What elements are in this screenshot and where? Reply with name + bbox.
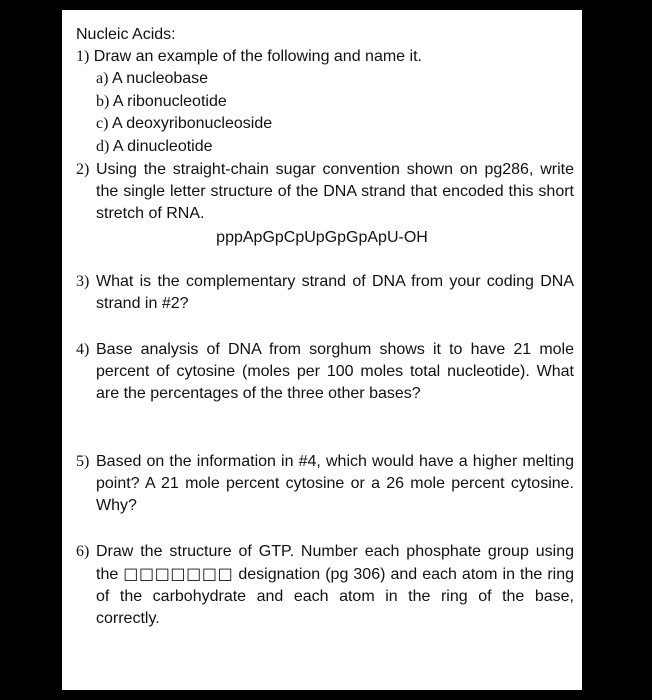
question-6-text-before: Draw the structure of GTP. Number each phosphate group using the <box>96 543 574 583</box>
question-6-text-after: designation (pg 306) and each atom in the ring of the carbohydrate and each atom in the ring of the base, correctly. <box>96 566 574 627</box>
question-1-item-a <box>96 68 208 90</box>
item-letter: b) <box>96 93 110 110</box>
item-letter: d) <box>96 138 110 155</box>
question-1-item-c <box>96 113 272 135</box>
question-2-number: 2) <box>76 161 90 178</box>
question-4-number: 4) <box>76 341 90 358</box>
question-1-number: 1) <box>76 48 90 65</box>
item-text: A nucleobase <box>112 70 209 87</box>
question-6-text <box>96 541 574 630</box>
missing-glyph-boxes: □□□□□□□ <box>123 564 234 583</box>
question-5-number: 5) <box>76 453 90 470</box>
question-3-number: 3) <box>76 273 90 290</box>
question-5-text: Based on the information in #4, which would have a higher melting point? A 21 mole percent cytosine or a 26 mole percent cytosine. Why? <box>96 453 574 514</box>
item-letter: c) <box>96 115 109 132</box>
question-1 <box>76 46 422 68</box>
question-6-number: 6) <box>76 543 90 560</box>
question-3-text: What is the complementary strand of DNA from your coding DNA strand in #2? <box>96 273 574 312</box>
document-heading: Nucleic Acids: <box>76 26 176 43</box>
document-page <box>62 10 582 690</box>
rna-sequence: pppApGpCpUpGpGpApU-OH <box>216 229 428 246</box>
item-text: A ribonucleotide <box>112 93 227 110</box>
item-text: A deoxyribonucleoside <box>112 115 273 132</box>
question-1-item-d <box>96 136 213 158</box>
question-2-text: Using the straight-chain sugar convention shown on pg286, write the single letter structure of the DNA strand that encoded this short stretch of RNA. <box>96 161 574 222</box>
question-1-text: Draw an example of the following and name it. <box>93 48 422 65</box>
item-text: A dinucleotide <box>112 138 213 155</box>
question-4-text: Base analysis of DNA from sorghum shows it to have 21 mole percent of cytosine (moles per 100 moles total nucleotide). What are the percentages of the three other bases? <box>96 341 574 402</box>
item-letter: a) <box>96 70 109 87</box>
question-1-item-b <box>96 91 227 113</box>
